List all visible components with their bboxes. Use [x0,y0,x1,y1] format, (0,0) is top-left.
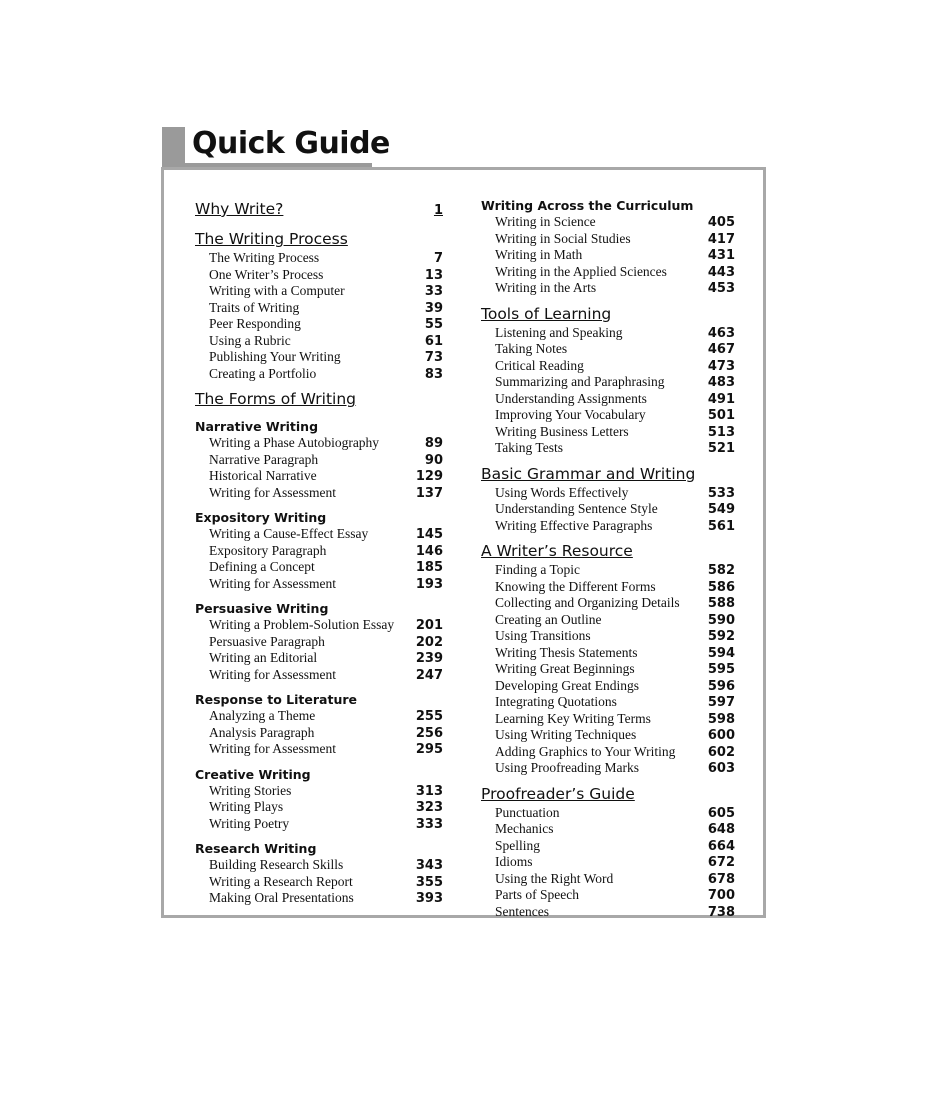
page-number: 582 [707,563,735,578]
page-number: 588 [707,596,735,611]
page-number: 55 [424,317,443,332]
section-heading [481,463,735,485]
page-number: 473 [707,358,735,374]
left-column [195,198,443,907]
page-number: 431 [707,248,735,263]
entry-label: Sentences [495,903,549,919]
page-number: 323 [415,800,443,815]
toc-entry [481,595,735,612]
entry-label: Mechanics [495,821,554,836]
page-number: 603 [707,761,735,776]
toc-entry [195,816,443,833]
section-title: Basic Grammar and Writing [481,464,696,483]
toc-entry [195,526,443,543]
toc-entry [195,366,443,383]
entry-label: One Writer’s Process [209,266,324,282]
entry-label: Integrating Quotations [495,694,617,709]
page-number: 202 [415,634,443,650]
page-number: 491 [707,391,735,407]
page-number: 605 [707,805,735,821]
toc-entry [195,799,443,816]
page-number: 333 [415,816,443,832]
entry-label: Writing Stories [209,782,292,798]
toc-entry [195,349,443,366]
section-title: Why Write? [195,200,284,218]
page-number: 592 [707,629,735,644]
toc-entry [195,333,443,350]
page-number: 598 [707,711,735,727]
page-number: 61 [424,333,443,349]
page-number: 185 [415,560,443,575]
page-number: 600 [707,728,735,743]
toc-entry [195,576,443,593]
page-number: 83 [424,366,443,382]
page-number: 738 [707,904,735,920]
page-number: 343 [415,858,443,873]
toc-entry [195,874,443,891]
entry-label: Parts of Speech [495,887,579,902]
section-title: The Forms of Writing [195,390,357,408]
toc-entry [481,358,735,375]
toc-entry [195,316,443,333]
entry-label: Using Words Effectively [495,484,629,500]
toc-entry [195,250,443,267]
toc-entry [195,435,443,452]
entry-label: Understanding Sentence Style [495,501,658,516]
entry-label: Collecting and Organizing Details [495,595,680,610]
entry-label: Finding a Topic [495,562,581,577]
page-title: Quick Guide [192,126,390,161]
entry-label: Adding Graphics to Your Writing [495,743,676,759]
toc-entry [481,440,735,457]
entry-label: Persuasive Paragraph [209,633,325,649]
entry-label: Using Proofreading Marks [495,760,639,775]
section-heading [481,540,735,562]
toc-entry [481,760,735,777]
section-heading [195,228,443,250]
entry-label: Writing Plays [209,799,284,814]
entry-label: Understanding Assignments [495,390,647,406]
entry-label: Writing for Assessment [209,666,336,682]
section-title: Proofreader’s Guide [481,784,635,803]
entry-label: Summarizing and Paraphrasing [495,374,665,389]
page-number: 89 [424,436,443,451]
page-number: 597 [707,695,735,710]
toc-entry [195,267,443,284]
page-number: 533 [707,485,735,501]
page-number: 137 [415,485,443,501]
page-number: 561 [707,518,735,534]
entry-label: Expository Paragraph [209,542,327,558]
toc-entry [481,424,735,441]
toc-entry [195,617,443,634]
toc-entry [481,661,735,678]
page-number: 453 [707,281,735,296]
toc-entry [481,904,735,921]
page-number: 443 [707,264,735,280]
toc-entry [481,744,735,761]
page-number: 586 [707,579,735,595]
toc-entry [481,694,735,711]
toc-entry [481,871,735,888]
entry-label: Taking Notes [495,341,568,356]
entry-label: Writing Great Beginnings [495,661,635,676]
page-number: 193 [415,576,443,592]
toc-entry [481,325,735,342]
page-number: 664 [707,838,735,854]
section-heading [195,198,443,222]
entry-label: Writing in Science [495,214,596,229]
entry-label: Using Transitions [495,628,591,643]
page-number: 483 [707,375,735,390]
page-number: 7 [433,251,443,266]
toc-entry [481,501,735,518]
entry-label: Writing in Math [495,247,583,262]
entry-label: Writing in Social Studies [495,230,631,246]
subsection-heading: Creative Writing [195,766,311,782]
subsection-heading: Persuasive Writing [195,601,329,616]
toc-entry [481,374,735,391]
page-number: 295 [415,742,443,757]
section-heading [195,388,443,410]
entry-label: Improving Your Vocabulary [495,407,646,422]
page-number: 501 [707,408,735,423]
page-number: 33 [424,284,443,299]
toc-entry [481,231,735,248]
toc-entry [481,247,735,264]
toc-entry [481,280,735,297]
page-number: 521 [707,441,735,456]
entry-label: Knowing the Different Forms [495,578,656,594]
toc-entry [481,407,735,424]
section-heading [481,303,735,325]
entry-label: Developing Great Endings [495,677,639,693]
toc-entry [195,468,443,485]
page-number: 590 [707,612,735,628]
toc-entry [481,854,735,871]
entry-label: Writing a Research Report [209,873,353,889]
entry-label: Writing for Assessment [209,484,336,500]
toc-entry [481,711,735,728]
toc-entry [195,650,443,667]
toc-entry [481,214,735,231]
toc-entry [481,678,735,695]
entry-label: Writing Poetry [209,815,290,831]
toc-entry [481,485,735,502]
entry-label: Learning Key Writing Terms [495,710,651,726]
page-number: 256 [415,725,443,741]
page-number: 513 [707,424,735,440]
entry-label: Making Oral Presentations [209,890,354,905]
page-number: 549 [707,502,735,517]
entry-label: Writing with a Computer [209,283,345,298]
entry-label: Creating a Portfolio [209,365,317,381]
entry-label: Writing an Editorial [209,650,318,665]
entry-label: Writing Thesis Statements [495,644,638,660]
entry-label: Peer Responding [209,316,301,331]
page-number: 90 [424,452,443,468]
toc-entry [195,890,443,907]
toc-entry [195,857,443,874]
page-number: 596 [707,678,735,694]
toc-entry [481,264,735,281]
entry-label: Creating an Outline [495,611,602,627]
entry-label: Punctuation [495,804,560,820]
entry-label: Publishing Your Writing [209,349,341,364]
toc-entry [481,838,735,855]
entry-label: Using Writing Techniques [495,727,637,742]
page-number: 145 [415,527,443,542]
page-number: 73 [424,350,443,365]
entry-label: Historical Narrative [209,468,317,483]
page-number: 602 [707,744,735,760]
page-number: 463 [707,325,735,341]
entry-label: Writing in the Applied Sciences [495,263,667,279]
page-number: 672 [707,855,735,870]
toc-entry [195,741,443,758]
page-number: 648 [707,822,735,837]
entry-label: Spelling [495,837,541,853]
page-number: 201 [415,618,443,633]
subsection-heading: Research Writing [195,841,317,856]
page-number: 313 [415,783,443,799]
toc-entry [195,452,443,469]
entry-label: Analyzing a Theme [209,708,316,723]
page-number: 594 [707,645,735,661]
entry-label: Writing a Cause-Effect Essay [209,526,369,541]
page-number: 678 [707,871,735,887]
entry-label: Narrative Paragraph [209,451,319,467]
toc-entry [195,783,443,800]
section-title: Tools of Learning [481,304,612,323]
toc-entry [481,887,735,904]
entry-label: Writing for Assessment [209,741,336,756]
subsection-heading: Writing Across the Curriculum [481,198,694,213]
toc-entry [481,821,735,838]
entry-label: Idioms [495,854,533,869]
toc-entry [481,391,735,408]
entry-label: Listening and Speaking [495,324,623,340]
toc-entry [481,562,735,579]
toc-entry [195,725,443,742]
entry-label: Writing for Assessment [209,575,336,591]
section-title: A Writer’s Resource [481,542,633,560]
toc-entry [195,543,443,560]
toc-entry [195,667,443,684]
section-title: The Writing Process [195,230,348,248]
subsection-heading: Response to Literature [195,692,357,707]
subsection-heading: Narrative Writing [195,419,319,434]
page-number: 247 [415,667,443,683]
entry-label: Building Research Skills [209,857,344,872]
toc-entry [481,518,735,535]
toc-entry [195,283,443,300]
section-heading [481,783,735,805]
subsection-heading: Expository Writing [195,510,327,525]
entry-label: Writing Effective Paragraphs [495,517,653,533]
page-number: 39 [424,300,443,316]
entry-label: Writing Business Letters [495,423,629,439]
page-number: 417 [707,231,735,247]
entry-label: The Writing Process [209,250,320,265]
entry-label: Traits of Writing [209,299,300,315]
toc-entry [481,341,735,358]
toc-entry [195,300,443,317]
toc-entry [195,634,443,651]
entry-label: Writing a Phase Autobiography [209,435,380,450]
toc-entry [195,708,443,725]
page-number: 393 [415,891,443,906]
toc-entry [481,612,735,629]
page-number: 467 [707,342,735,357]
toc-entry [195,485,443,502]
page-number: 1 [433,203,443,218]
toc-entry [481,579,735,596]
right-column [481,198,735,920]
entry-label: Using a Rubric [209,332,291,348]
page-number: 355 [415,874,443,890]
page-number: 239 [415,651,443,666]
entry-label: Critical Reading [495,357,584,373]
page-number: 700 [707,888,735,903]
toc-entry [195,559,443,576]
entry-label: Taking Tests [495,440,563,455]
toc-entry [481,727,735,744]
page-number: 13 [424,267,443,283]
page-number: 146 [415,543,443,559]
entry-label: Analysis Paragraph [209,724,315,740]
entry-label: Writing in the Arts [495,280,597,295]
entry-label: Writing a Problem-Solution Essay [209,617,395,632]
page-number: 255 [415,709,443,724]
toc-entry [481,645,735,662]
toc-entry [481,805,735,822]
entry-label: Defining a Concept [209,559,315,574]
entry-label: Using the Right Word [495,870,614,886]
page-number: 129 [415,469,443,484]
toc-entry [481,628,735,645]
page-number: 405 [707,215,735,230]
page-number: 595 [707,662,735,677]
